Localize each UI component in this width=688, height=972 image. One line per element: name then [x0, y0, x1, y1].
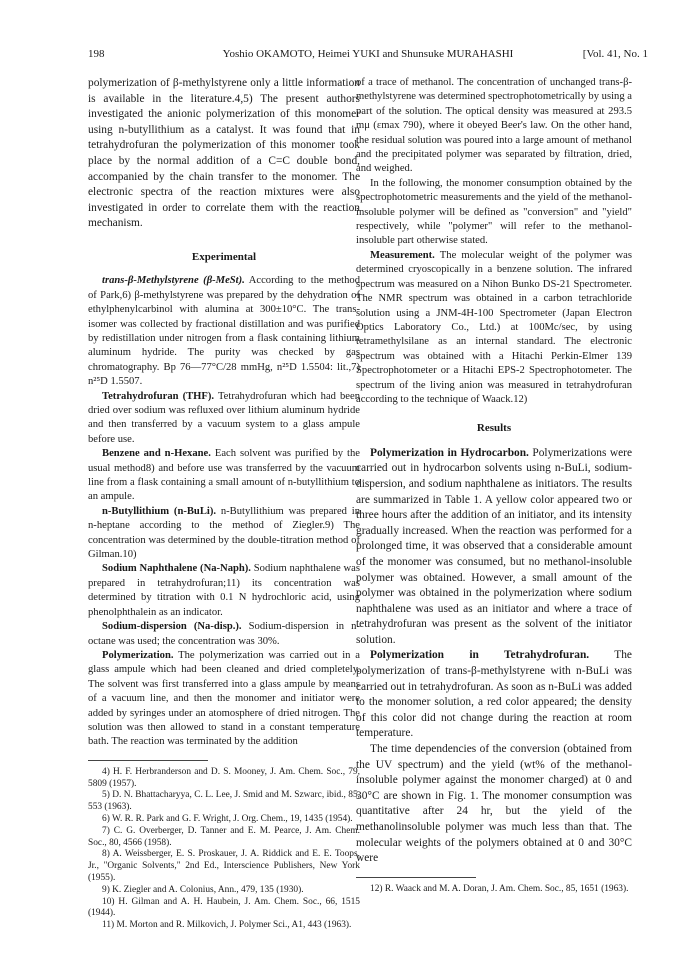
footnote-divider [88, 760, 208, 761]
buli-body: n-Butyllithium was prepared in n-heptane according to the method of Ziegler.9) The concentration was determined by the double-titration method of Gilman.10) [88, 505, 360, 561]
footnote: 6) W. R. R. Park and G. F. Wright, J. Org. Chem., 19, 1435 (1954). [102, 813, 353, 824]
hydrocarbon-paragraph [356, 446, 632, 649]
buli-paragraph [88, 505, 360, 563]
na-naph-paragraph [88, 562, 360, 620]
polymerization-paragraph [88, 649, 360, 750]
benzene-paragraph [88, 447, 360, 505]
thf-head: Tetrahydrofuran (THF). [102, 390, 215, 402]
footnote: 7) C. G. Overberger, D. Tanner and E. M. Pearce, J. Am. Chem. Soc., 80, 4566 (1958). [88, 825, 360, 848]
measurement-paragraph [356, 249, 632, 407]
measurement-body: The molecular weight of the polymer was determined cryoscopically in a benzene solution. The infrared spectrum was measured on a Nihon Bunko DS-21 Spectrometer. The NMR spectrum was obtained in a carbon tetrachloride solution using a JNM-4H-100 Spectrometer (Japan Electron Optics Laboratory Co., Ltd.) at 100Mc/sec, by using tetramethylsilane as an internal standard. The electronic spectrum was obtained with a Hitachi Perkin-Elmer 139 Spectrophotometer or a Hitachi EPS-2 Spectrophotometer. The spectrum of the living anion was measured in tetrahydrofuran according to the technique of Waack.12) [356, 249, 632, 405]
thf-polymerization-paragraph [356, 648, 632, 742]
left-footnotes [88, 767, 360, 932]
thf-paragraph [88, 390, 360, 448]
intro-paragraph: polymerization of β-methylstyrene only a little information is available in the literature.4,5) The present authors investigated the anionic polymerization of this monomer using n-butyllithium as a catalyst. It was found that in tetrahydrofuran the polymerization of this monomer took place by the normal addition of a C=C double bond, accompanied by the chain transfer to the monomer. The electronic spectra of the reaction mixtures were also investigated in order to correlate them with the reaction mechanism. [88, 77, 360, 230]
thf-polymerization-body: The polymerization of trans-β-methylstyrene with n-BuLi was carried out in tetrahydrofuran. As soon as n-BuLi was added to the monomer solution, a red color appeared; the density of this color did not change during the reaction at room temperature. [356, 649, 632, 740]
footnote: 12) R. Waack and M. A. Doran, J. Am. Chem. Soc., 85, 1651 (1963). [370, 883, 629, 894]
footnote: 5) D. N. Bhattacharyya, C. L. Lee, J. Smid and M. Szwarc, ibid., 85, 553 (1963). [88, 790, 360, 813]
na-disp-body: Sodium-dispersion in n-octane was used; the concentration was 30%. [88, 621, 360, 647]
footnote: 4) H. F. Herbranderson and D. S. Mooney, J. Am. Chem. Soc., 79, 5809 (1957). [88, 766, 360, 789]
definitions-paragraph: In the following, the monomer consumption obtained by the spectrophotometric measurements and the yield of the methanol-insoluble polymer will be defined as "conversion" and "yield" respectively, while "polymer" will refer to the methanol-insoluble part otherwise stated. [356, 177, 632, 247]
running-header [88, 48, 648, 66]
hydrocarbon-body: Polymerizations were carried out in hydrocarbon solvents using n-BuLi, sodium-dispersion, and sodium naphthalene as initiators. The results are summarized in Table 1. A yellow color appeared two or three hours after the addition of an initiator, and its intensity gradually increased. When the reaction was performed for a prolonged time, it was observed that a considerable amount of the monomer was consumed, but no methanol-insoluble polymer was obtained. However, a small amount of the polymer was obtained in the polymerization where sodium naphthalene was used as an initiator and where a trace of tetrahydrofuran was present as the solvent of the initiator solution. [356, 446, 632, 646]
page-number: 198 [88, 48, 105, 60]
time-dependence-paragraph: The time dependencies of the conversion (obtained from the UV spectrum) and the yield (wt% of the methanol-insoluble polymer against the monomer charged) at 0 and 30°C are shown in Fig. 1. The monomer consumption was quantitative after 24 hr, but the yield of the methanolinsoluble polymer was much less than that. The molecular weights of the polymers obtained at 0 and 30°C were [356, 743, 632, 865]
footnote: 9) K. Ziegler and A. Colonius, Ann., 479, 135 (1930). [102, 884, 304, 895]
right-footnotes [356, 884, 632, 896]
benzene-head: Benzene and n-Hexane. [102, 448, 211, 460]
benzene-body: Each solvent was purified by the usual method8) and before use was transferred by the vacuum line from a flask containing a small amount of n-butyllithium to an ampule. [88, 448, 360, 503]
measurement-head: Measurement. [370, 249, 435, 261]
na-disp-head: Sodium-dispersion (Na-disp.). [102, 621, 242, 633]
methylstyrene-body: According to the method of Park,6) β-methylstyrene was prepared by the dehydration of ethylphenylcarbinol with alumina at 300±10°C. The trans-isomer was collected by fractional distillation and was purified by redistillation under nitrogen from a flask containing lithium aluminum hydride. The purity was checked by gas chromatography. Bp 76—77°C/28 mmHg, n²⁵D 1.5504: lit.,7) n²⁵D 1.5507. [88, 275, 360, 388]
thf-polymerization-head: Polymerization in Tetrahydrofuran. [370, 649, 590, 662]
footnote: 8) A. Weissberger, E. S. Proskauer, J. A. Riddick and E. E. Toops, Jr., "Organic Solvents," 2nd Ed., Interscience Publishers, New York (1955). [88, 849, 360, 883]
thf-body: Tetrahydrofuran which had been dried over sodium was refluxed over lithium aluminum hydride and then transferred by a vacuum system to a glass ampule before use. [88, 390, 360, 445]
methylstyrene-head: trans-β-Methylstyrene (β-MeSt). [102, 275, 245, 287]
header-authors: Yoshio OKAMOTO, Heimei YUKI and Shunsuke MURAHASHI [222, 48, 514, 60]
na-naph-head: Sodium Naphthalene (Na-Naph). [102, 563, 251, 575]
header-volume: [Vol. 41, No. 1 [582, 48, 648, 60]
experimental-heading: Experimental [191, 250, 257, 263]
right-column [356, 76, 632, 896]
na-disp-paragraph [88, 620, 360, 649]
polymerization-head: Polymerization. [102, 649, 174, 661]
na-naph-body: Sodium naphthalene was prepared in tetrahydrofuran;11) its concentration was determined by titration with 0.1 N hydrochloric acid, using phenolphthalein as an indicator. [88, 563, 360, 618]
footnote: 11) M. Morton and R. Milkovich, J. Polymer Sci., A1, 443 (1963). [102, 920, 352, 931]
methylstyrene-paragraph [88, 274, 360, 389]
left-column [88, 76, 360, 932]
polymerization-body: The polymerization was carried out in a glass ampule which had been cleaned and dried completely. The solvent was first transferred into a glass ampule by means of a vacuum line, and then the monomer and initiator were added by syringes under an atomosphere of dried nitrogen. The solution was then allowed to stand in a constant temperature bath. The reaction was terminated by the addition [88, 649, 360, 748]
hydrocarbon-head: Polymerization in Hydrocarbon. [370, 446, 529, 459]
buli-head: n-Butyllithium (n-BuLi). [102, 505, 217, 517]
footnote: 10) H. Gilman and A. H. Haubein, J. Am. Chem. Soc., 66, 1515 (1944). [88, 896, 360, 919]
footnote-divider [356, 877, 476, 878]
continued-paragraph: of a trace of methanol. The concentration of unchanged trans-β-methylstyrene was determined spectrophotometrically by using a part of the solution. The optical density was measured at 293.5 mμ (εmax 790), where it obeyed Beer's law. On the other hand, the residual solution was poured into a large amount of methanol and the precipitated polymer was separated by filtration, dried, and weighed. [356, 77, 632, 175]
results-heading: Results [476, 422, 512, 435]
